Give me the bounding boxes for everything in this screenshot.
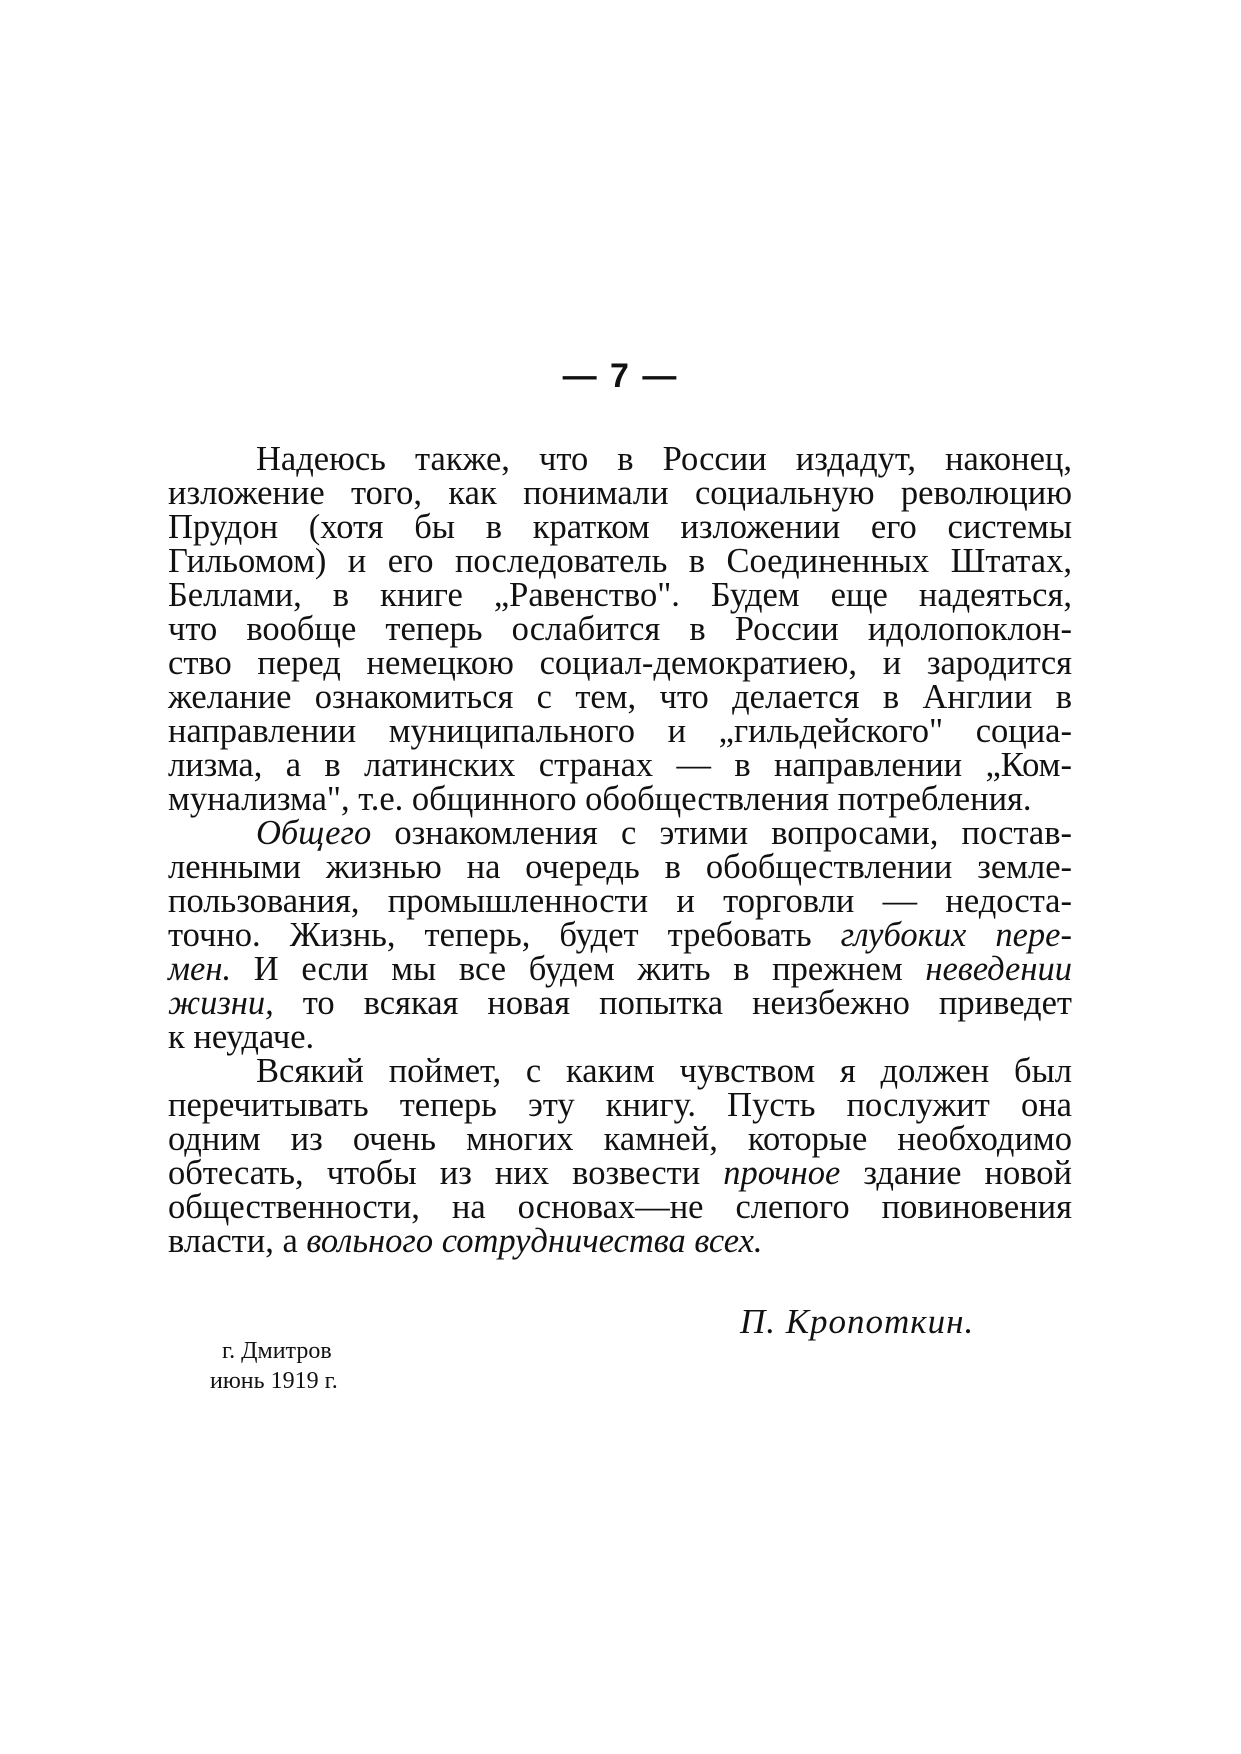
text-run: обтесать, чтобы из них возвести: [168, 1154, 724, 1192]
text-run: что вообще теперь ослабится в России идолопоклон-: [168, 610, 1072, 648]
text-run: желание ознакомиться с тем, что делается в Англии в: [168, 678, 1072, 716]
text-line: [168, 714, 1072, 748]
place-date: [210, 1336, 338, 1396]
text-line: [168, 816, 1072, 850]
text-line: [168, 1088, 1072, 1122]
text-run: точно. Жизнь, теперь, будет требовать: [168, 916, 841, 954]
place-of-writing: г. Дмитров: [222, 1338, 332, 1364]
text-run: здание новой: [840, 1154, 1072, 1192]
text-run: пользования, промышленности и торговли — недоста-: [168, 882, 1072, 920]
paragraph: [168, 816, 1072, 1054]
italic-text: жизни,: [168, 984, 274, 1022]
text-line: [168, 918, 1072, 952]
text-run: изложение того, как понимали социальную революцию: [168, 474, 1072, 512]
text-line: [168, 748, 1072, 782]
italic-text: прочное: [723, 1154, 841, 1192]
text-line: [168, 544, 1072, 578]
italic-text: вольного сотрудничества всех.: [306, 1222, 763, 1260]
text-line: [168, 1054, 1072, 1088]
text-run: ство перед немецкою социал-демократиею, и зародится: [168, 644, 1072, 682]
text-line: [168, 986, 1072, 1020]
italic-text: мен.: [168, 950, 232, 988]
italic-text: неведении: [925, 950, 1072, 988]
text-run: мунализма", т.е. общинного обобществления потребления.: [168, 780, 1032, 818]
paragraph: [168, 1054, 1072, 1258]
text-line: [168, 442, 1072, 476]
text-run: лизма, а в латинских странах — в направлении „Ком-: [168, 746, 1072, 784]
text-line: [168, 680, 1072, 714]
text-run: Беллами, в книге „Равенство". Будем еще надеяться,: [168, 576, 1072, 614]
text-line: [168, 1020, 1072, 1054]
text-run: направлении муниципального и „гильдейского" социа-: [168, 712, 1072, 750]
text-line: [168, 578, 1072, 612]
text-line: [168, 510, 1072, 544]
text-run: одним из очень многих камней, которые необходимо: [168, 1120, 1072, 1158]
date-of-writing: июнь 1919 г.: [210, 1368, 338, 1394]
text-run: И если мы все будем жить в прежнем: [231, 950, 926, 988]
text-run: Прудон (хотя бы в кратком изложении его системы: [168, 508, 1072, 546]
text-run: Всякий поймет, с каким чувством я должен был: [256, 1052, 1072, 1090]
text-line: [168, 884, 1072, 918]
text-run: общественности, на основах—не слепого повиновения: [168, 1188, 1072, 1226]
text-line: [168, 1224, 1072, 1258]
text-line: [168, 782, 1072, 816]
text-run: Гильомом) и его последователь в Соединенных Штатах,: [168, 542, 1072, 580]
text-run: то всякая новая попытка неизбежно приведет: [273, 984, 1072, 1022]
italic-text: глубоких пере-: [840, 916, 1072, 954]
text-line: [168, 1156, 1072, 1190]
text-line: [168, 612, 1072, 646]
text-line: [168, 476, 1072, 510]
text-run: перечитывать теперь эту книгу. Пусть послужит она: [168, 1086, 1072, 1124]
italic-text: Общего: [256, 814, 372, 852]
text-run: ознакомления с этими вопросами, постав-: [371, 814, 1072, 852]
text-line: [168, 1122, 1072, 1156]
text-run: Надеюсь также, что в России издадут, наконец,: [256, 440, 1072, 478]
page-number: — 7 —: [562, 357, 679, 395]
paragraph: [168, 442, 1072, 816]
text-line: [168, 952, 1072, 986]
text-line: [168, 850, 1072, 884]
text-line: [168, 646, 1072, 680]
text-run: ленными жизнью на очередь в обобществлении земле-: [168, 848, 1072, 886]
text-run: власти, а: [168, 1222, 307, 1260]
text-line: [168, 1190, 1072, 1224]
author-signature: П. Кропоткин.: [740, 1302, 975, 1341]
text-run: к неудаче.: [168, 1018, 315, 1056]
body-text: [168, 442, 1072, 1258]
